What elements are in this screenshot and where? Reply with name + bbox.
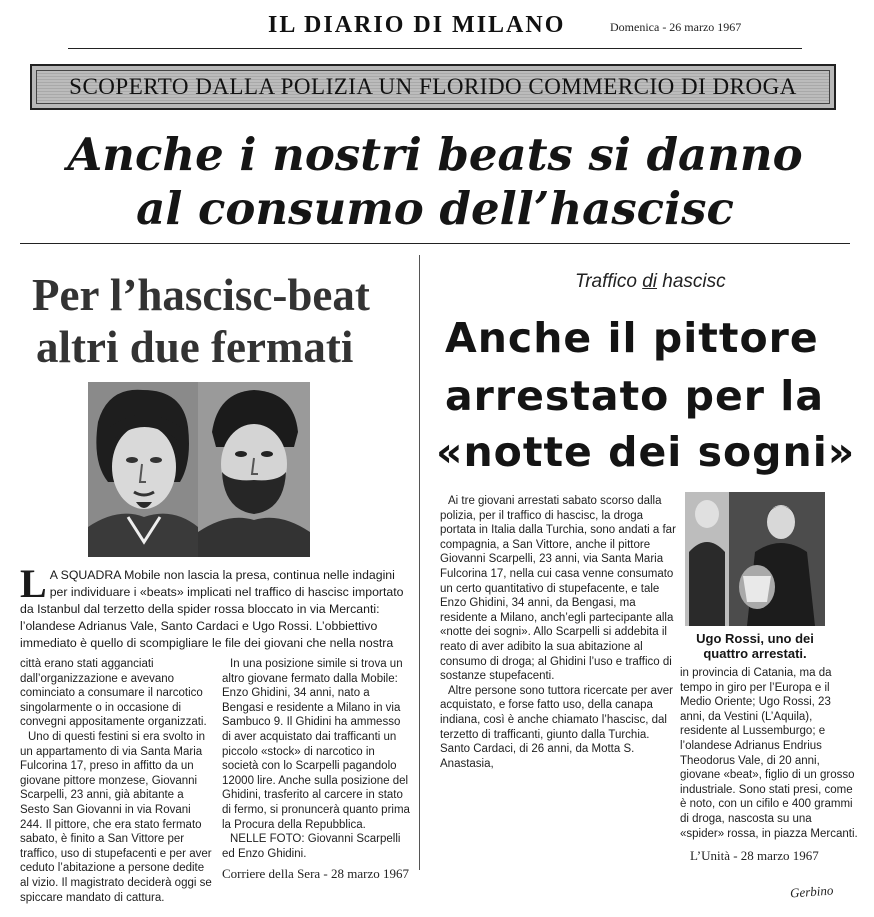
portrait-image <box>88 382 198 557</box>
portrait-image <box>198 382 310 557</box>
kicker-banner-inner <box>36 70 830 104</box>
newspaper-masthead: IL DIARIO DI MILANO <box>268 12 566 38</box>
photo-giovanni-scarpelli <box>88 382 198 557</box>
right-article-column-1 <box>440 494 676 771</box>
paragraph: Ai tre giovani arrestati sabato scorso dalla polizia, per il traffico di hascisc, la droga portata in Italia dalla Turchia, sono andati a far compagnia, a San Vittore, anche il pittore Giovanni Scarpelli, 23 anni, via Santa Maria Fulcorina 17, nella cui casa venne consumato un certo quantitativo di stupefacente, e tale Enzo Ghidini, 34 anni, da Bengasi, ma residente a Milano, anch’egli partecipante alla «notte dei sogni». Allo Scarpelli si addebita il reato di aver adibito la sua abitazione al consumo di droga; al Ghidini l’uso e traffico di sostanze stupefacenti. <box>440 495 676 683</box>
author-signature: Gerbino <box>789 882 834 901</box>
masthead-rule <box>68 48 802 49</box>
drop-cap: L <box>20 561 47 606</box>
right-article-column-2 <box>680 666 858 841</box>
paragraph: In una posizione simile si trova un altro giovane fermato dalla Mobile: Enzo Ghidini, 34 anni, nato a Bengasi e residente a Milano in via Sambuco 9. Il Ghidini ha ammesso di aver acquistato dai trafficanti un piccolo «stock» di narcotico in società con lo Scarpelli pagandolo 12000 lire. Anche sulla posizione del Ghidini, trasferito al carcere in stato di fermo, si pronuncerà quanto prima la Procura della Repubblica. <box>222 658 410 831</box>
kicker-word: Traffico <box>575 271 637 292</box>
paragraph: in provincia di Catania, ma da tempo in giro per l’Europa e il Medio Oriente; Ugo Rossi, 23 anni, da Vestini (L’Aquila), residente al Lussemburgo; e l’olandese Adrianus Endrius Theodorus Vale, di 20 anni, giovane «beat», figlio di un grosso industriale. Sono stati presi, come è noto, con un cifilo e 400 grammi di droga, nascosta su una «spider» rossa, in piazza Mercanti. <box>680 667 858 840</box>
ugo-rossi-caption: Ugo Rossi, uno dei quattro arrestati. <box>696 631 814 661</box>
main-headline-line2: al consumo dell’hascisc <box>136 182 734 235</box>
right-article-source: L’Unità - 28 marzo 1967 <box>690 848 819 863</box>
masthead-date: Domenica - 26 marzo 1967 <box>610 20 742 34</box>
left-article-column-1 <box>20 657 216 905</box>
left-article-column-2 <box>222 657 412 861</box>
paragraph: Uno di questi festini si era svolto in un appartamento di via Santa Maria Fulcorina 17, preso in affitto da un giovane pittore monzese, Giovanni Scarpelli, 23 anni, già abitante a Sesto San Giovanni in via Rovani 244. Il pittore, che era stato fermato sabato, è finito a San Vittore per traffico, uso di stupefacenti e per aver ceduto l’abitazione a persone dedite al vizio. Il magistrato deciderà oggi se spiccare mandato di cattura. <box>20 730 212 904</box>
arrest-photo-image <box>685 492 825 626</box>
right-article-title-line2: arrestato per la <box>445 372 824 420</box>
kicker-word: di <box>642 271 658 292</box>
kicker-word: hascisc <box>662 271 726 292</box>
photo-ugo-rossi <box>685 492 825 626</box>
right-article-title-line1: Anche il pittore <box>445 314 819 362</box>
main-headline-line1: Anche i nostri beats si danno <box>67 128 803 181</box>
kicker-banner <box>30 64 836 110</box>
lede-text: A SQUADRA Mobile non lascia la presa, continua nelle indagini per individuare i «beats» implicati nel traffico di hascisc importato da Istanbul dal terzetto della spider rossa bloccato in via Mercanti: l’olandese Adrianus Vale, Santo Cardaci e Ugo Rossi. L’obbiettivo immediato è quello di scompigliare le file dei giovani che nella nostra <box>20 568 404 650</box>
paragraph: Altre persone sono tuttora ricercate per aver acquistato, e forse fatto uso, della canapa indiana, così è anche chiamato l’hascisc, dal terzetto di trafficanti, giunto dalla Turchia. Santo Cardaci, di 26 anni, da Motta S. Anastasia, <box>440 684 674 770</box>
paragraph: città erano stati agganciati dall’organizzazione e avevano cominciato a consumare il narcotico singolarmente o in occasione di convegni appositamente organizzati. <box>20 658 207 729</box>
left-article-source: Corriere della Sera - 28 marzo 1967 <box>222 866 409 881</box>
right-article-title-line3: «notte dei sogni» <box>436 428 856 476</box>
photo-caption: NELLE FOTO: Giovanni Scarpelli ed Enzo Ghidini. <box>222 833 401 860</box>
kicker-text: SCOPERTO DALLA POLIZIA UN FLORIDO COMMERCIO DI DROGA <box>69 74 797 99</box>
column-separator <box>419 255 420 870</box>
left-article-lede <box>20 561 410 652</box>
photo-enzo-ghidini <box>198 382 310 557</box>
headline-rule <box>20 243 850 244</box>
left-article-title-line1: Per l’hascisc-beat <box>32 270 370 320</box>
left-article-title-line2: altri due fermati <box>36 322 354 372</box>
right-article-kicker <box>575 271 726 293</box>
